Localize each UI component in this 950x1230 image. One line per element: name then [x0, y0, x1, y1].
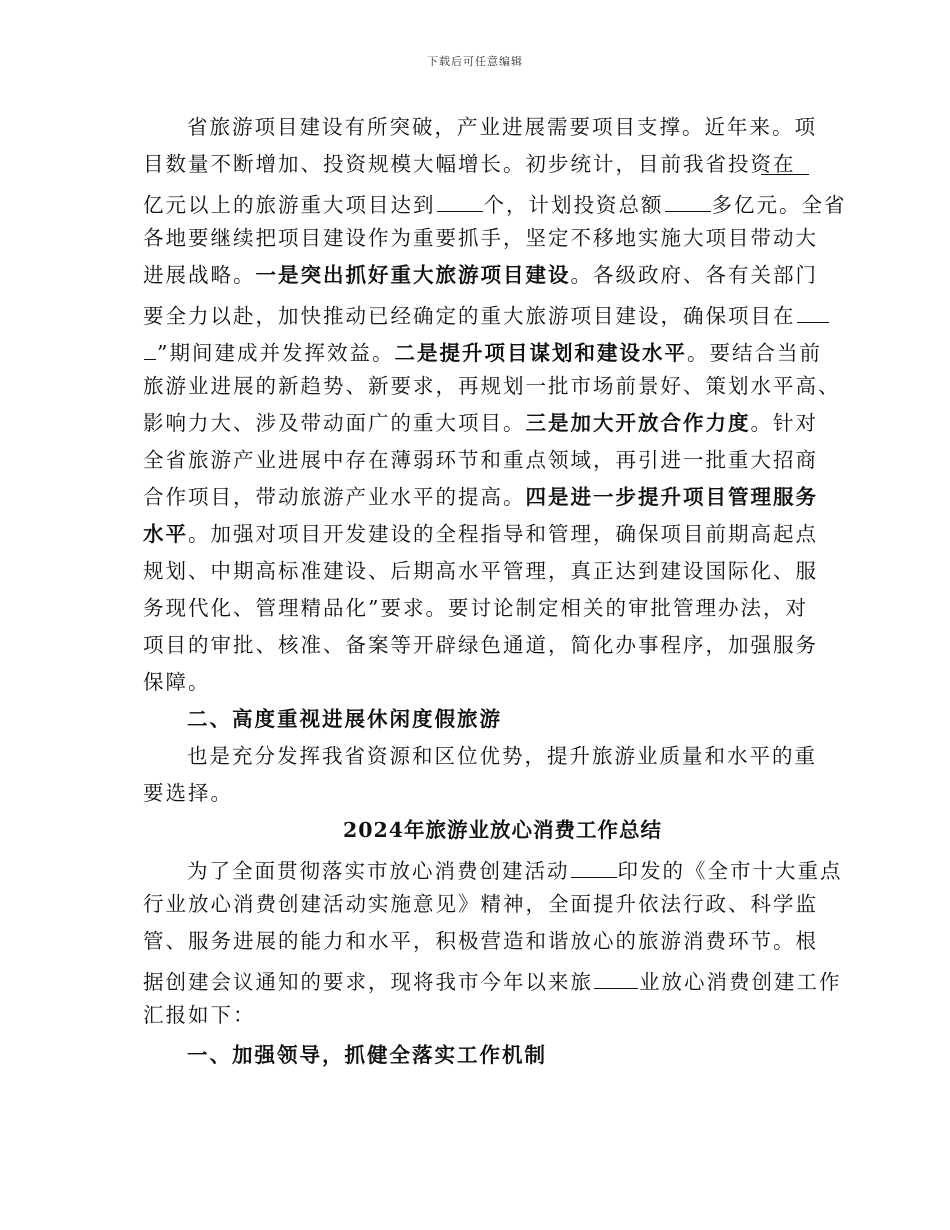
fill-blank — [437, 191, 483, 212]
text-span: 多亿元。全省 — [711, 193, 847, 217]
paragraph-line: 要选择。 — [143, 781, 233, 805]
text-span: 亿元以上的旅游重大项目达到 — [143, 193, 436, 217]
paragraph-line: 务现代化、管理精品化”要求。要讨论制定相关的审批管理办法，对 — [143, 596, 808, 620]
text-span: 。要结合当前 — [686, 341, 822, 365]
paragraph-line: 全省旅游产业进展中存在薄弱环节和重点领域，再引进一批重大招商 — [143, 448, 818, 472]
text-span: ”期间建成并发挥效益。 — [157, 341, 395, 365]
paragraph-line: 项目的审批、核准、备案等开辟绿色通道，简化办事程序，加强服务 — [143, 633, 818, 657]
paragraph-line: 也是充分发挥我省资源和区位优势，提升旅游业质量和水平的重 — [187, 744, 817, 768]
bold-point-1: 一是突出抓好重大旅游项目建设 — [255, 263, 571, 287]
fill-blank — [594, 968, 638, 989]
text-span: 。针对 — [750, 411, 818, 435]
fill-blank — [144, 339, 156, 360]
paragraph-line: 目数量不断增加、投资规模大幅增长。初步统计，目前我省投资在 — [143, 152, 796, 176]
text-span: 要全力以赴，加快推动已经确定的重大旅游项目建设，确保项目在 — [143, 304, 796, 328]
paragraph-line: 规划、中期高标准建设、后期高水平管理，真正达到建设国际化、服 — [143, 559, 818, 583]
page-header-note: 下载后可任意编辑 — [427, 55, 523, 68]
paragraph-line: 管、服务进展的能力和水平，积极营造和谐放心的旅游消费环节。根 — [143, 929, 818, 953]
paragraph-line — [143, 191, 847, 216]
paragraph-line: 旅游业进展的新趋势、新要求，再规划一批市场前景好、策划水平高、 — [143, 374, 841, 398]
text-span: 进展战略。 — [143, 263, 256, 287]
section-heading: 二、高度重视进展休闲度假旅游 — [187, 707, 502, 731]
fill-blank — [760, 154, 810, 179]
paragraph-line: 保障。 — [143, 670, 211, 694]
bold-point-3: 三是加大开放合作力度 — [525, 411, 751, 435]
paragraph-line: 省旅游项目建设有所突破，产业进展需要项目支撑。近年来。项 — [187, 115, 817, 139]
paragraph-line — [143, 339, 822, 364]
text-span: 据创建会议通知的要求，现将我市今年以来旅 — [143, 970, 593, 994]
fill-blank — [571, 857, 617, 878]
document-title: 2024年旅游业放心消费工作总结 — [343, 818, 663, 842]
bold-point-2: 二是提升项目谋划和建设水平 — [394, 341, 687, 365]
bold-point-4-end: 水平 — [143, 522, 188, 546]
paragraph-line: 汇报如下： — [143, 1003, 256, 1027]
text-span: 影响力大、涉及带动面广的重大项目。 — [143, 411, 526, 435]
paragraph-line — [187, 857, 843, 882]
paragraph-line: 各地要继续把项目建设作为重要抓手，坚定不移地实施大项目带动大 — [143, 226, 818, 250]
paragraph-line — [143, 524, 818, 545]
bold-point-4: 四是进一步提升项目管理服务 — [525, 485, 818, 509]
paragraph-line — [143, 487, 818, 508]
text-span: 。各级政府、各有关部门 — [570, 263, 818, 287]
paragraph-line — [143, 302, 830, 327]
paragraph-line: 行业放心消费创建活动实施意见》精神，全面提升依法行政、科学监 — [143, 892, 818, 916]
text-span: 印发的《全市十大重点 — [617, 859, 843, 883]
paragraph-line — [143, 968, 842, 993]
text-span: 合作项目，带动旅游产业水平的提高。 — [143, 485, 526, 509]
text-span: 业放心消费创建工作 — [639, 970, 842, 994]
text-span: 为了全面贯彻落实市放心消费创建活动 — [187, 859, 570, 883]
text-span: 。加强对项目开发建设的全程指导和管理，确保项目前期高起点 — [188, 522, 818, 546]
section-heading: 一、加强领导，抓健全落实工作机制 — [187, 1043, 547, 1067]
fill-blank — [797, 302, 829, 323]
text-span: 个，计划投资总额 — [483, 193, 664, 217]
paragraph-line — [143, 265, 818, 286]
fill-blank — [665, 191, 711, 212]
paragraph-line — [143, 413, 818, 434]
